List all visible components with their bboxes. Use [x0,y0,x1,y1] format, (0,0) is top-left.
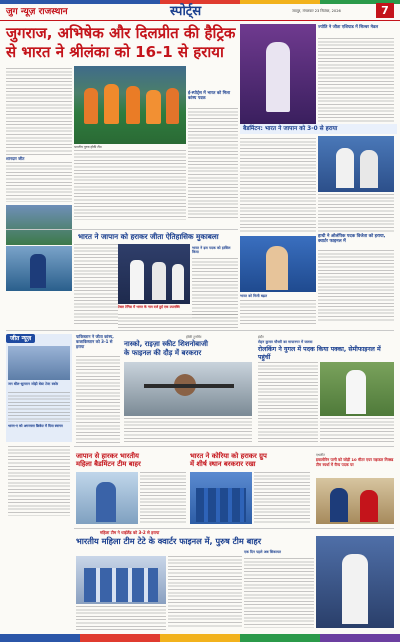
section-rule-1 [6,330,394,331]
korea-team-photo [190,472,252,524]
jeet-news-headline: जन बौल-सुल्तान जोड़ी बेस्ट टेस्ट स्कोर [8,382,59,386]
cricket-body-text [74,244,118,326]
right-top-body [318,38,394,123]
masthead-section: स्पोर्ट्स [170,4,202,19]
section-rule-3 [74,528,394,529]
korea-headline-line1: भारत ने कोरिया को हराकर ग्रुप [190,452,267,460]
bottom-headline: भारतीय महिला टीम टेटे के क्वार्टर फाइनल में, पुरुष टीम बाहर [76,536,262,546]
nasrok-headline-line2: के फाइनल की दौड़ में बरकरार [124,349,202,357]
right-mid-body-2 [240,300,316,326]
lead-headline-line1: जुगराज, अभिषेक और दिलप्रीत की हैट्रिक [6,24,236,42]
boxing-strip-text [118,314,238,328]
left-lower-body [8,446,70,516]
boxer-photo [240,236,316,292]
jeet-news-photo [8,346,70,380]
right-lower-kicker: इंदौर [258,335,264,339]
right-top-headline: ज्योति ने जीता एशियाड में सिल्वर मेडल [318,24,379,29]
right-lower-body-2 [320,418,394,444]
japan-headline-line2: महिला बैडमिंटन टीम बाहर [76,460,141,468]
hockey-team-photo [74,66,186,144]
men-tt-photo [316,536,394,628]
bottom-color-bar [0,634,400,642]
lead-body-text [6,68,72,156]
hockey-photo-caption: भारतीय पुरुष हॉकी टीम [74,145,102,149]
jeet-news-body [8,392,70,422]
masthead-logo: जुग न्यूज़ राजस्थान [6,7,68,17]
lead-headline-line2: से भारत ने श्रीलंका को 16-1 से हराया [6,43,224,61]
japan-headline-line1: जापान से हारकर भारतीय [76,452,139,460]
tennis-player-photo [320,362,394,416]
jeet-news-subhead: भारत-ए को अगरतला क्रिकेट में दिया स्वागत [8,424,63,428]
korea-body [254,472,310,524]
lead-subhead: शानदार जीत [6,156,25,161]
nasrok-headline-line1: नास्को, राइज़ा स्कीट शिशनोबाजी [124,340,208,348]
right-lower-body [258,362,318,444]
tt-banner-rule [6,229,238,230]
bottom-side-body [244,558,314,628]
tt-subhead: भारत ने इस पदक को हासिल किया [192,246,231,255]
right-lower-headline-2: रोलकिंग ने युगल में पदक किया पक्का, सेमीफाइनल में पहुंचीं [258,346,381,361]
pakistan-headline: पाकिस्तान ने जीता कांस्य, कजाकिस्तान को 3-1 से हराया [76,334,114,349]
jeet-news-title: जीत न्यूज़ [6,334,35,343]
nasrok-kicker: हॉकी टूर्नामेंट [186,335,202,339]
badminton-body-text [240,138,316,232]
badminton-doubles-photo [318,136,394,192]
pistol-team-photo [316,478,394,524]
hockey-action-text [74,150,186,220]
boxing-strip: टेबल टेनिस में भारत के नाम दर्ज हुई एक उपलब्धि [118,305,180,309]
pistol-headline: इवालोरिन पानी को जोड़ी 10 मीटर एयर राइफल मिक्स्ड टीम स्पर्धा में रौप्य पदक पर [316,457,394,467]
bottom-kicker: महिला टीम ने थाईलैंड को 3-2 से हराया [100,530,160,535]
right-mid-body [318,250,394,322]
nasrok-body [124,418,252,444]
hockey-action-photo [6,205,72,245]
lead-body-text-2 [6,162,72,202]
table-tennis-photo [118,244,190,304]
japan-body [140,472,186,524]
right-mid-headline: हाथी ने ओलंपिक पदक विजेता को हराया, क्वार्टर फाइनल में [318,234,386,245]
bottom-side-title: एक दिन पहले अब सिकायत [244,550,281,554]
esports-body-text [188,108,238,218]
badminton-women-photo [76,472,138,524]
badminton-body-text-2 [318,194,394,232]
masthead-dateline: जयपुर, मंगलवार 23 सितंबर, 2026 [292,9,341,13]
tt-body-text [192,258,238,318]
page-number: 7 [376,3,394,18]
women-tt-team-photo [76,556,166,604]
bottom-body [168,556,242,628]
badminton-banner: बैडमिंटन: भारत ने जापान को 3-0 से हराया [240,124,397,134]
section-rule-2 [74,446,394,447]
badminton-player-photo [240,24,316,124]
right-mid-subhead: भारत को मिली बढ़त [240,294,267,298]
right-lower-headline-1: रोहन कुमार चौधरी का मायानगर में जलवा [258,340,313,344]
shooter-photo [124,362,252,416]
korea-headline-line2: में शीर्ष स्थान बरकरार रखा [190,460,256,468]
cricket-player-photo [6,246,72,291]
masthead-rule [0,20,400,21]
pistol-kicker: एथलीट [316,453,325,457]
bottom-body-2 [76,606,166,630]
esports-headline: ई-स्पोर्ट्स में भारत को मिला कांस्य पदक [188,90,231,101]
tt-banner: भारत ने जापान को हराकर जीता ऐतिहासिक मुकाबला [78,232,219,241]
pakistan-body [76,356,120,444]
